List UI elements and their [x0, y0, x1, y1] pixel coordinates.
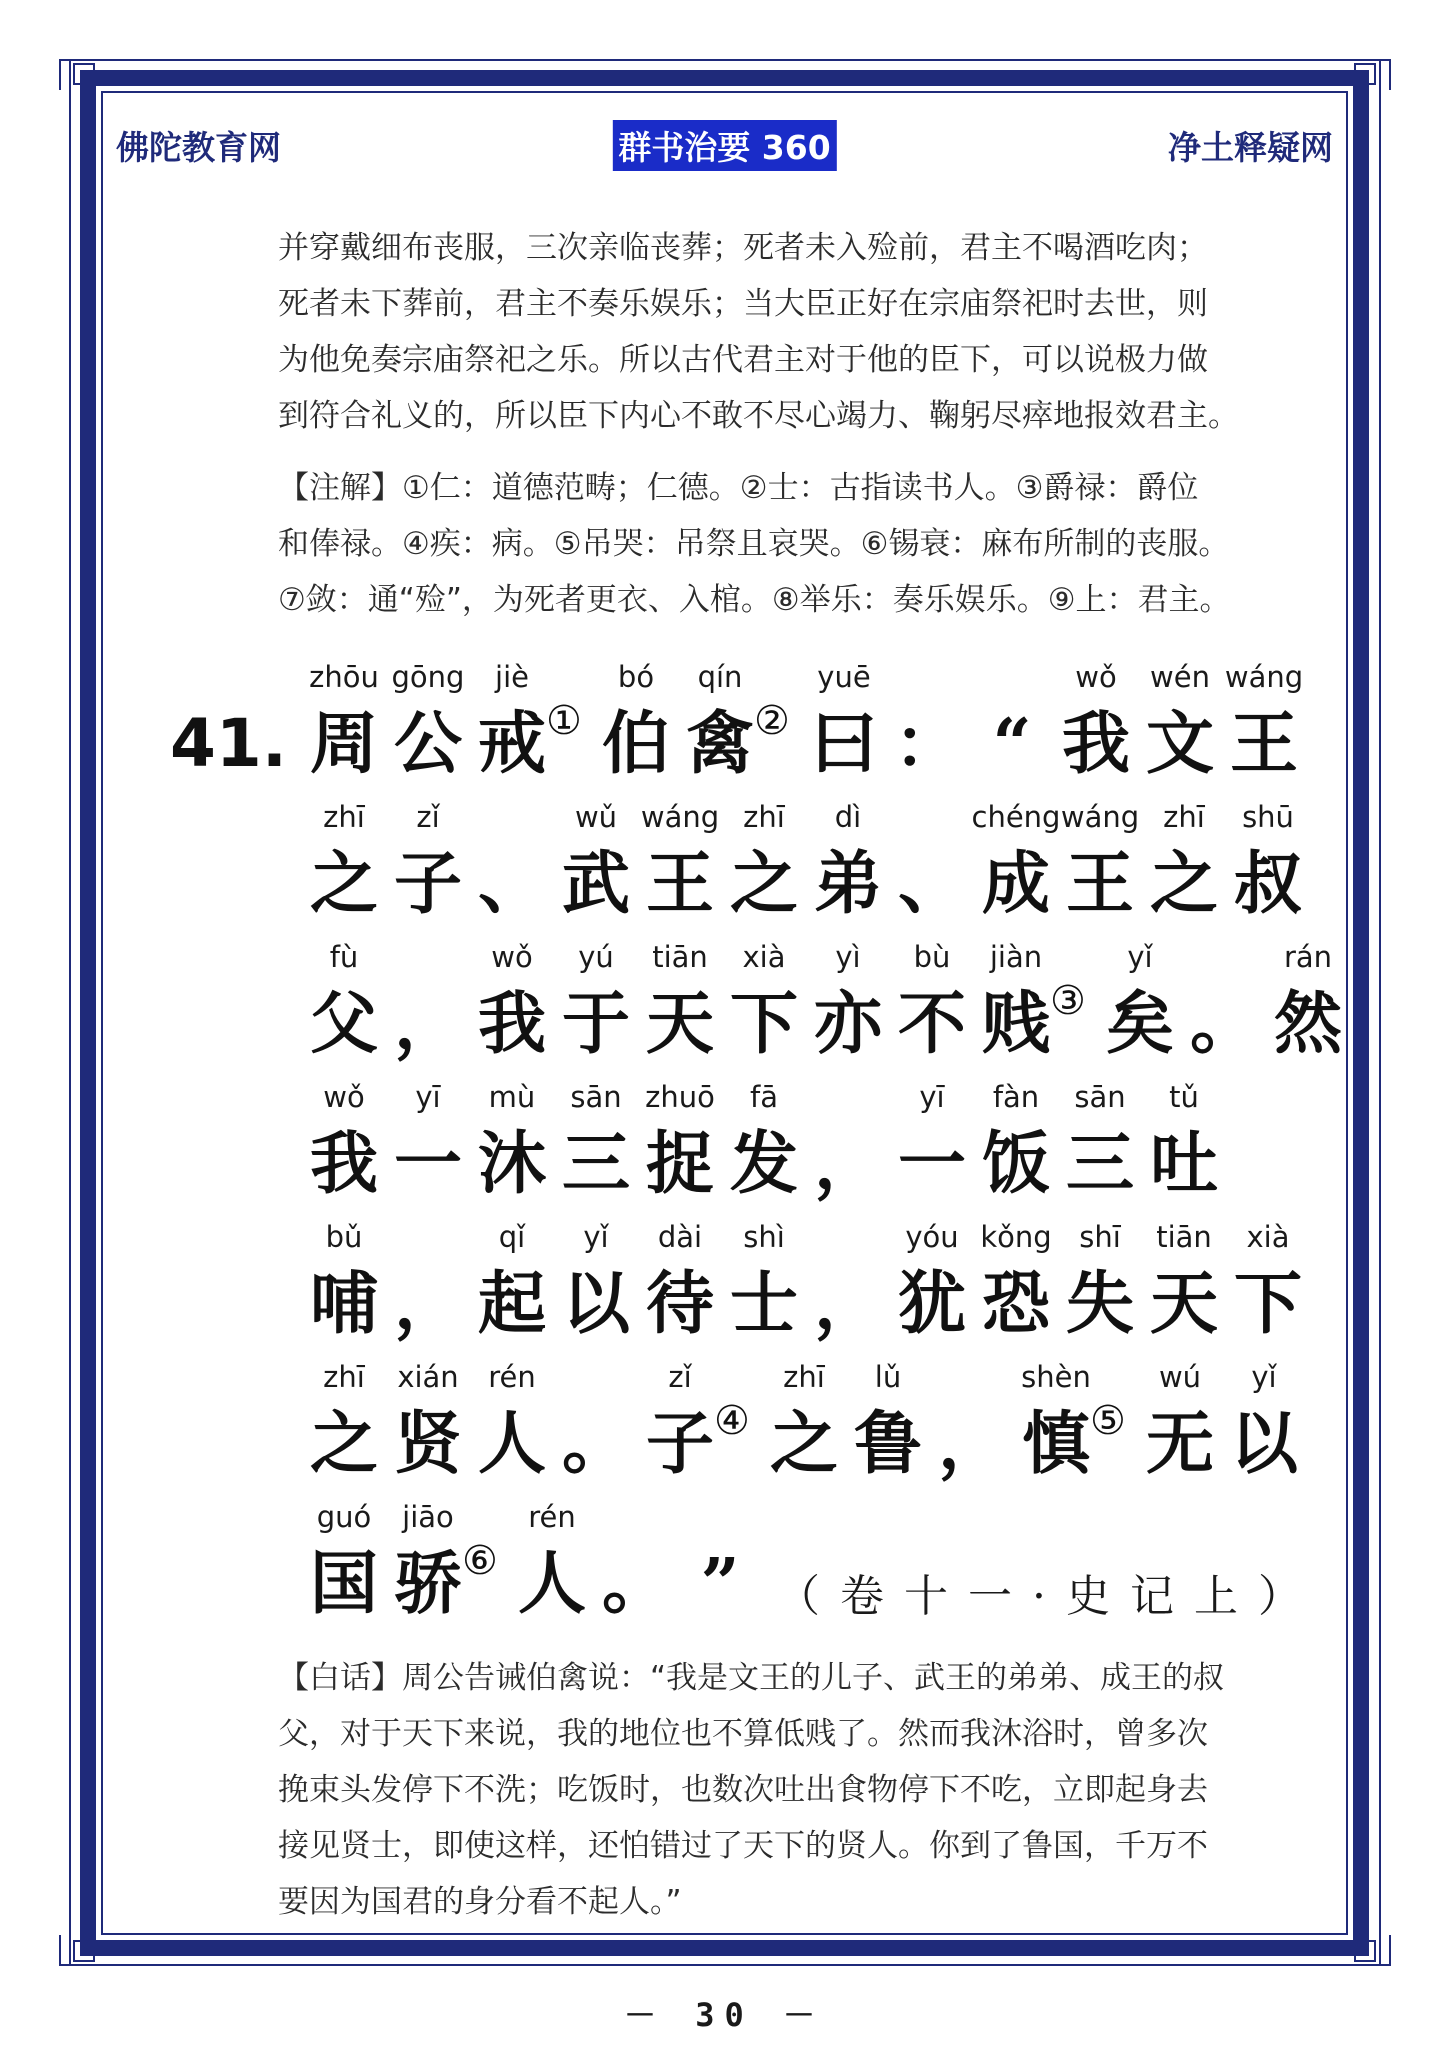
text-line: 接见贤士，即使这样，还怕错过了天下的贤人。你到了鲁国，千万不 [278, 1828, 1208, 1864]
hanzi: 之 [729, 844, 798, 924]
text-line: 【注解】①仁：道德范畴；仁德。②士：古指读书人。③爵禄：爵位 [278, 470, 1199, 506]
verse-character [844, 1360, 932, 1500]
hanzi: 、 [477, 844, 546, 924]
hanzi: 曰 [809, 704, 878, 784]
verse-character [384, 800, 472, 940]
pinyin: zǐ [416, 800, 440, 834]
pinyin: zhōu [309, 660, 379, 694]
hanzi: 国 [309, 1544, 378, 1624]
hanzi: 犹 [897, 1264, 966, 1344]
pinyin: rán [1283, 940, 1333, 974]
pinyin: yì [835, 940, 861, 974]
hanzi: 王 [1065, 844, 1134, 924]
pinyin: qǐ [498, 1220, 526, 1254]
annotation-notes [278, 460, 1318, 628]
pinyin: yī [919, 1080, 945, 1114]
verse-character [804, 800, 892, 940]
text-line: 死者未下葬前，君主不奏乐娱乐；当大臣正好在宗庙祭祀时去世，则 [278, 286, 1208, 322]
pinyin: zǐ [668, 1360, 692, 1394]
pinyin: xián [397, 1360, 459, 1394]
hanzi: 无 [1145, 1404, 1214, 1484]
text-line: 要因为国君的身分看不起人。” [278, 1884, 682, 1920]
hanzi: 沐 [477, 1124, 546, 1204]
verse-character [1264, 940, 1352, 1080]
pinyin: zhī [1163, 800, 1205, 834]
pinyin: shū [1242, 800, 1294, 834]
verse-character [1096, 940, 1184, 1080]
pinyin: yuē [817, 660, 871, 694]
pinyin: shì [743, 1220, 785, 1254]
verse-line [0, 1360, 1449, 1500]
hanzi: ， [813, 1124, 882, 1204]
hanzi: 下 [729, 984, 798, 1064]
pinyin: sān [570, 1080, 622, 1114]
hanzi: 之 [309, 1404, 378, 1484]
hanzi: 之 [1149, 844, 1218, 924]
hanzi: ” [700, 1544, 740, 1624]
pinyin: chéng [971, 800, 1061, 834]
hanzi: 贱 [981, 984, 1050, 1064]
hanzi: ， [393, 1264, 462, 1344]
verse-character [636, 1360, 724, 1500]
footnote-marker: ④ [714, 1398, 750, 1444]
pinyin: xià [742, 940, 786, 974]
pinyin: fā [750, 1080, 778, 1114]
hanzi: 失 [1065, 1264, 1134, 1344]
pinyin: yī [415, 1080, 441, 1114]
verse-character [676, 660, 764, 800]
verse-character [972, 940, 1060, 1080]
pinyin: dì [834, 800, 862, 834]
pinyin: jiāo [402, 1500, 454, 1534]
pinyin: zhī [743, 800, 785, 834]
pinyin: yóu [905, 1220, 959, 1254]
hanzi: 吐 [1149, 1124, 1218, 1204]
site-name-right: 净土释疑网 [1168, 128, 1333, 167]
pinyin: zhī [323, 800, 365, 834]
hanzi: 发 [729, 1124, 798, 1204]
hanzi: 公 [393, 704, 462, 784]
hanzi: 三 [561, 1124, 630, 1204]
verse-line [0, 660, 1449, 800]
intro-paragraph [278, 220, 1318, 444]
hanzi: 饭 [981, 1124, 1050, 1204]
hanzi: ： [893, 704, 962, 784]
hanzi: 鲁 [853, 1404, 922, 1484]
pinyin: shī [1079, 1220, 1121, 1254]
hanzi: 恐 [981, 1264, 1050, 1344]
verse-character [468, 660, 556, 800]
hanzi: 人 [477, 1404, 546, 1484]
pinyin: rén [488, 1360, 536, 1394]
verse-character [676, 1500, 764, 1640]
hanzi: 子 [393, 844, 462, 924]
verse-character [720, 1220, 808, 1360]
pinyin: wáng [1224, 660, 1304, 694]
pinyin: tiān [1156, 1220, 1212, 1254]
hanzi: 天 [645, 984, 714, 1064]
hanzi: 之 [769, 1404, 838, 1484]
hanzi: 武 [561, 844, 630, 924]
hanzi: 一 [897, 1124, 966, 1204]
hanzi: 我 [1061, 704, 1130, 784]
verse-character [1224, 800, 1312, 940]
pinyin: guó [316, 1500, 372, 1534]
hanzi: 成 [981, 844, 1050, 924]
pinyin: yǐ [1251, 1360, 1277, 1394]
pinyin: tǔ [1169, 1080, 1199, 1114]
site-name-left: 佛陀教育网 [116, 128, 281, 167]
text-line: 到符合礼义的，所以臣下内心不敢不尽心竭力、鞠躬尽瘁地报效君主。 [278, 398, 1239, 434]
hanzi: 起 [477, 1264, 546, 1344]
hanzi: 我 [477, 984, 546, 1064]
hanzi: ， [937, 1404, 1006, 1484]
verse-character [300, 1220, 388, 1360]
text-line: 和俸禄。④疾：病。⑤吊哭：吊祭且哀哭。⑥锡衰：麻布所制的丧服。 [278, 526, 1230, 562]
footnote-marker: ① [546, 698, 582, 744]
pinyin: fàn [992, 1080, 1040, 1114]
text-line: 并穿戴细布丧服，三次亲临丧葬；死者未入殓前，君主不喝酒吃肉； [278, 230, 1208, 266]
hanzi: 王 [645, 844, 714, 924]
hanzi: 下 [1233, 1264, 1302, 1344]
hanzi: 父 [309, 984, 378, 1064]
hanzi: 戒 [477, 704, 546, 784]
verse-character [720, 1080, 808, 1220]
pinyin: wǒ [1075, 660, 1117, 694]
verse-character [1140, 1080, 1228, 1220]
verse-line [0, 1500, 1449, 1640]
hanzi: 贤 [393, 1404, 462, 1484]
verse-character [508, 1500, 596, 1640]
pinyin: bǔ [325, 1220, 363, 1254]
verse-character [1220, 660, 1308, 800]
verse-character [1224, 1220, 1312, 1360]
text-line: 父，对于天下来说，我的地位也不算低贱了。然而我沐浴时，曾多次 [278, 1716, 1208, 1752]
hanzi: ， [393, 984, 462, 1064]
pinyin: wǔ [574, 800, 618, 834]
hanzi: 亦 [813, 984, 882, 1064]
hanzi: 骄 [393, 1544, 462, 1624]
hanzi: 然 [1273, 984, 1342, 1064]
pinyin: wú [1158, 1360, 1202, 1394]
hanzi: 一 [393, 1124, 462, 1204]
hanzi: 禽 [685, 704, 754, 784]
pinyin: jiè [495, 660, 529, 694]
verse-character [884, 660, 972, 800]
verse-number: 41. [170, 705, 287, 782]
vernacular-translation [278, 1650, 1318, 1930]
hanzi: 。 [601, 1544, 670, 1624]
verse-character [468, 1360, 556, 1500]
pinyin: jiàn [989, 940, 1043, 974]
hanzi: 人 [517, 1544, 586, 1624]
footnote-marker: ③ [1050, 978, 1086, 1024]
text-line: ⑦敛：通“殓”，为死者更衣、入棺。⑧举乐：奏乐娱乐。⑨上：君主。 [278, 582, 1231, 618]
footnote-marker: ⑥ [462, 1538, 498, 1584]
book-title: 群书治要 360 [612, 120, 836, 171]
verse-line [0, 1080, 1449, 1220]
pinyin: qín [697, 660, 743, 694]
hanzi: 弟 [813, 844, 882, 924]
pinyin: gōng [391, 660, 465, 694]
pinyin: sān [1074, 1080, 1126, 1114]
text-line: 挽束头发停下不洗；吃饭时，也数次吐出食物停下不吃，立即起身去 [278, 1772, 1208, 1808]
text-line: 【白话】周公告诫伯禽说：“我是文王的儿子、武王的弟弟、成王的叔 [278, 1660, 1225, 1696]
pinyin: xià [1246, 1220, 1290, 1254]
pinyin: shèn [1021, 1360, 1091, 1394]
pinyin: wǒ [323, 1080, 365, 1114]
verse-character [1220, 1360, 1308, 1500]
hanzi: 我 [309, 1124, 378, 1204]
verse-character [592, 1500, 680, 1640]
hanzi: 矣 [1105, 984, 1174, 1064]
pinyin: zhī [323, 1360, 365, 1394]
page-number: － 30 － [623, 1996, 826, 2034]
pinyin: mù [488, 1080, 536, 1114]
verse-character [800, 660, 888, 800]
hanzi: 哺 [309, 1264, 378, 1344]
verse-line [0, 940, 1449, 1080]
hanzi: 慎 [1021, 1404, 1090, 1484]
hanzi: 不 [897, 984, 966, 1064]
hanzi: 三 [1065, 1124, 1134, 1204]
pinyin: fù [329, 940, 359, 974]
pinyin: wáng [1060, 800, 1140, 834]
footnote-marker: ② [754, 698, 790, 744]
pinyin: yǐ [1127, 940, 1153, 974]
verse-character [300, 940, 388, 1080]
hanzi: 伯 [601, 704, 670, 784]
hanzi: 以 [1229, 1404, 1298, 1484]
text-line: 为他免奏宗庙祭祀之乐。所以古代君主对于他的臣下，可以说极力做 [278, 342, 1208, 378]
hanzi: 王 [1229, 704, 1298, 784]
pinyin: tiān [652, 940, 708, 974]
pinyin: lǔ [874, 1360, 902, 1394]
pinyin: dài [657, 1220, 703, 1254]
source-citation: （卷十一·史记上） [776, 1571, 1322, 1622]
pinyin: kǒng [980, 1220, 1052, 1254]
hanzi: 以 [561, 1264, 630, 1344]
pinyin: bù [913, 940, 951, 974]
hanzi: 文 [1145, 704, 1214, 784]
verse-character [384, 1500, 472, 1640]
pinyin: rén [528, 1500, 576, 1534]
pinyin: zhuō [645, 1080, 715, 1114]
verse-line [0, 1220, 1449, 1360]
pinyin: yú [578, 940, 614, 974]
hanzi: 待 [645, 1264, 714, 1344]
hanzi: “ [992, 704, 1032, 784]
hanzi: 子 [645, 1404, 714, 1484]
hanzi: 周 [309, 704, 378, 784]
hanzi: 之 [309, 844, 378, 924]
pinyin: yǐ [583, 1220, 609, 1254]
hanzi: ， [813, 1264, 882, 1344]
hanzi: 士 [729, 1264, 798, 1344]
hanzi: 捉 [645, 1124, 714, 1204]
pinyin: wǒ [491, 940, 533, 974]
pinyin: bó [617, 660, 655, 694]
hanzi: 于 [561, 984, 630, 1064]
footnote-marker: ⑤ [1090, 1398, 1126, 1444]
pinyin: wén [1150, 660, 1210, 694]
hanzi: 叔 [1233, 844, 1302, 924]
hanzi: 、 [897, 844, 966, 924]
verse-character [1012, 1360, 1100, 1500]
hanzi: 。 [1189, 984, 1258, 1064]
pinyin: zhī [783, 1360, 825, 1394]
pinyin: wáng [640, 800, 720, 834]
verse-line [0, 800, 1449, 940]
hanzi: 。 [561, 1404, 630, 1484]
hanzi: 天 [1149, 1264, 1218, 1344]
